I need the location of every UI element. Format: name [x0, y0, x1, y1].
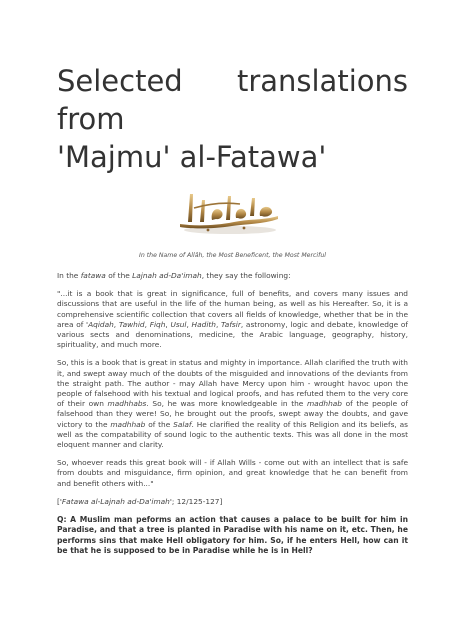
- text-span: [': [57, 496, 62, 506]
- italic-term: Tawhid: [118, 319, 145, 329]
- text-span: of the people of falsehood than they were! So, he brought out the proofs, swept away the doubts, and gave victory to the: [57, 399, 408, 429]
- italic-term: Aqidah: [88, 319, 114, 329]
- reference-citation: [57, 497, 408, 507]
- title-line-2: 'Majmu' al-Fatawa': [57, 140, 327, 174]
- text-span: In the: [57, 271, 81, 280]
- text-span: , astronomy, logic and debate, knowledge of various sects and denominations, medicine, the Arabic language, geography, history, spirituality, and much more.: [57, 319, 409, 350]
- text-span: '; 12/125-127]: [169, 496, 223, 506]
- italic-term: Tafsir: [221, 319, 241, 329]
- text-span: ,: [165, 319, 171, 329]
- text-span: ,: [113, 319, 119, 329]
- text-span: . He clarified the reality of this Religion and its beliefs, as well as the compatability of sound logic to the authentic texts. This was all done in the most eloquent manner and clarity.: [57, 419, 408, 450]
- basmala-calligraphy-icon: [174, 186, 284, 236]
- italic-term: madhhab: [306, 399, 342, 409]
- text-span: of the: [105, 271, 133, 280]
- italic-term: madhhab: [110, 419, 146, 429]
- quote-paragraph-1: [57, 289, 408, 350]
- text-span: "...it is a book that is great in significance, full of benefits, and covers many issues and discussions that are useful in the life of the human being, as well as his Hereafter. So, it is a comprehensive scientific collection that covers all fields of knowledge, whether that be in the area of ': [57, 289, 408, 329]
- text-span: ,: [215, 319, 222, 329]
- page-title: [57, 0, 408, 176]
- italic-term: Fiqh: [149, 319, 166, 329]
- text-span: . So, he was more knowledgeable in the: [146, 399, 307, 409]
- italic-term: fatawa: [80, 271, 106, 280]
- text-span: of the: [145, 419, 174, 429]
- text-span: , they say the following:: [201, 271, 291, 280]
- quote-paragraph-3: So, whoever reads this great book will - if Allah Wills - come out with an intellect that is safe from doubts and misguidance, firm opinion, and great knowledge that he can benefit from and benefit others with...": [57, 458, 408, 488]
- question-paragraph: Q: A Muslim man peforms an action that causes a palace to be built for him in Paradise, and that a tree is planted in Paradise with his name on it, etc. Then, he performs sins that make Hell obligatory for him. So, if he enters Hell, how can it be that he is supposed to be in Paradise while he is in Hell?: [57, 515, 408, 556]
- italic-term: Lajnah ad-Da'imah: [132, 271, 202, 280]
- text-span: ,: [144, 319, 150, 329]
- calligraphy-container: [57, 186, 408, 238]
- intro-paragraph: [57, 271, 408, 281]
- italic-term: Fatawa al-Lajnah ad-Da'imah: [61, 496, 170, 506]
- calligraphy-caption: In the Name of Allâh, the Most Beneficent, the Most Merciful: [139, 252, 326, 259]
- italic-term: Hadith: [191, 319, 216, 329]
- italic-term: Salaf: [173, 419, 192, 429]
- text-span: So, this is a book that is great in status and mighty in importance. Allah clarified the truth with it, and swept away much of the doubts of the misguided and innovations of the deviants from the straight path. The author - may Allah have Mercy upon him - wrought havoc upon the people of falsehood with his textual and logical proofs, and has refuted them to the very core of their own: [57, 358, 408, 409]
- document-body: [57, 271, 408, 557]
- title-line-1: Selected translations from: [57, 64, 408, 136]
- text-span: ,: [186, 319, 192, 329]
- italic-term: Usul: [170, 319, 187, 329]
- italic-term: madhhabs: [107, 399, 147, 409]
- quote-paragraph-2: [57, 358, 408, 450]
